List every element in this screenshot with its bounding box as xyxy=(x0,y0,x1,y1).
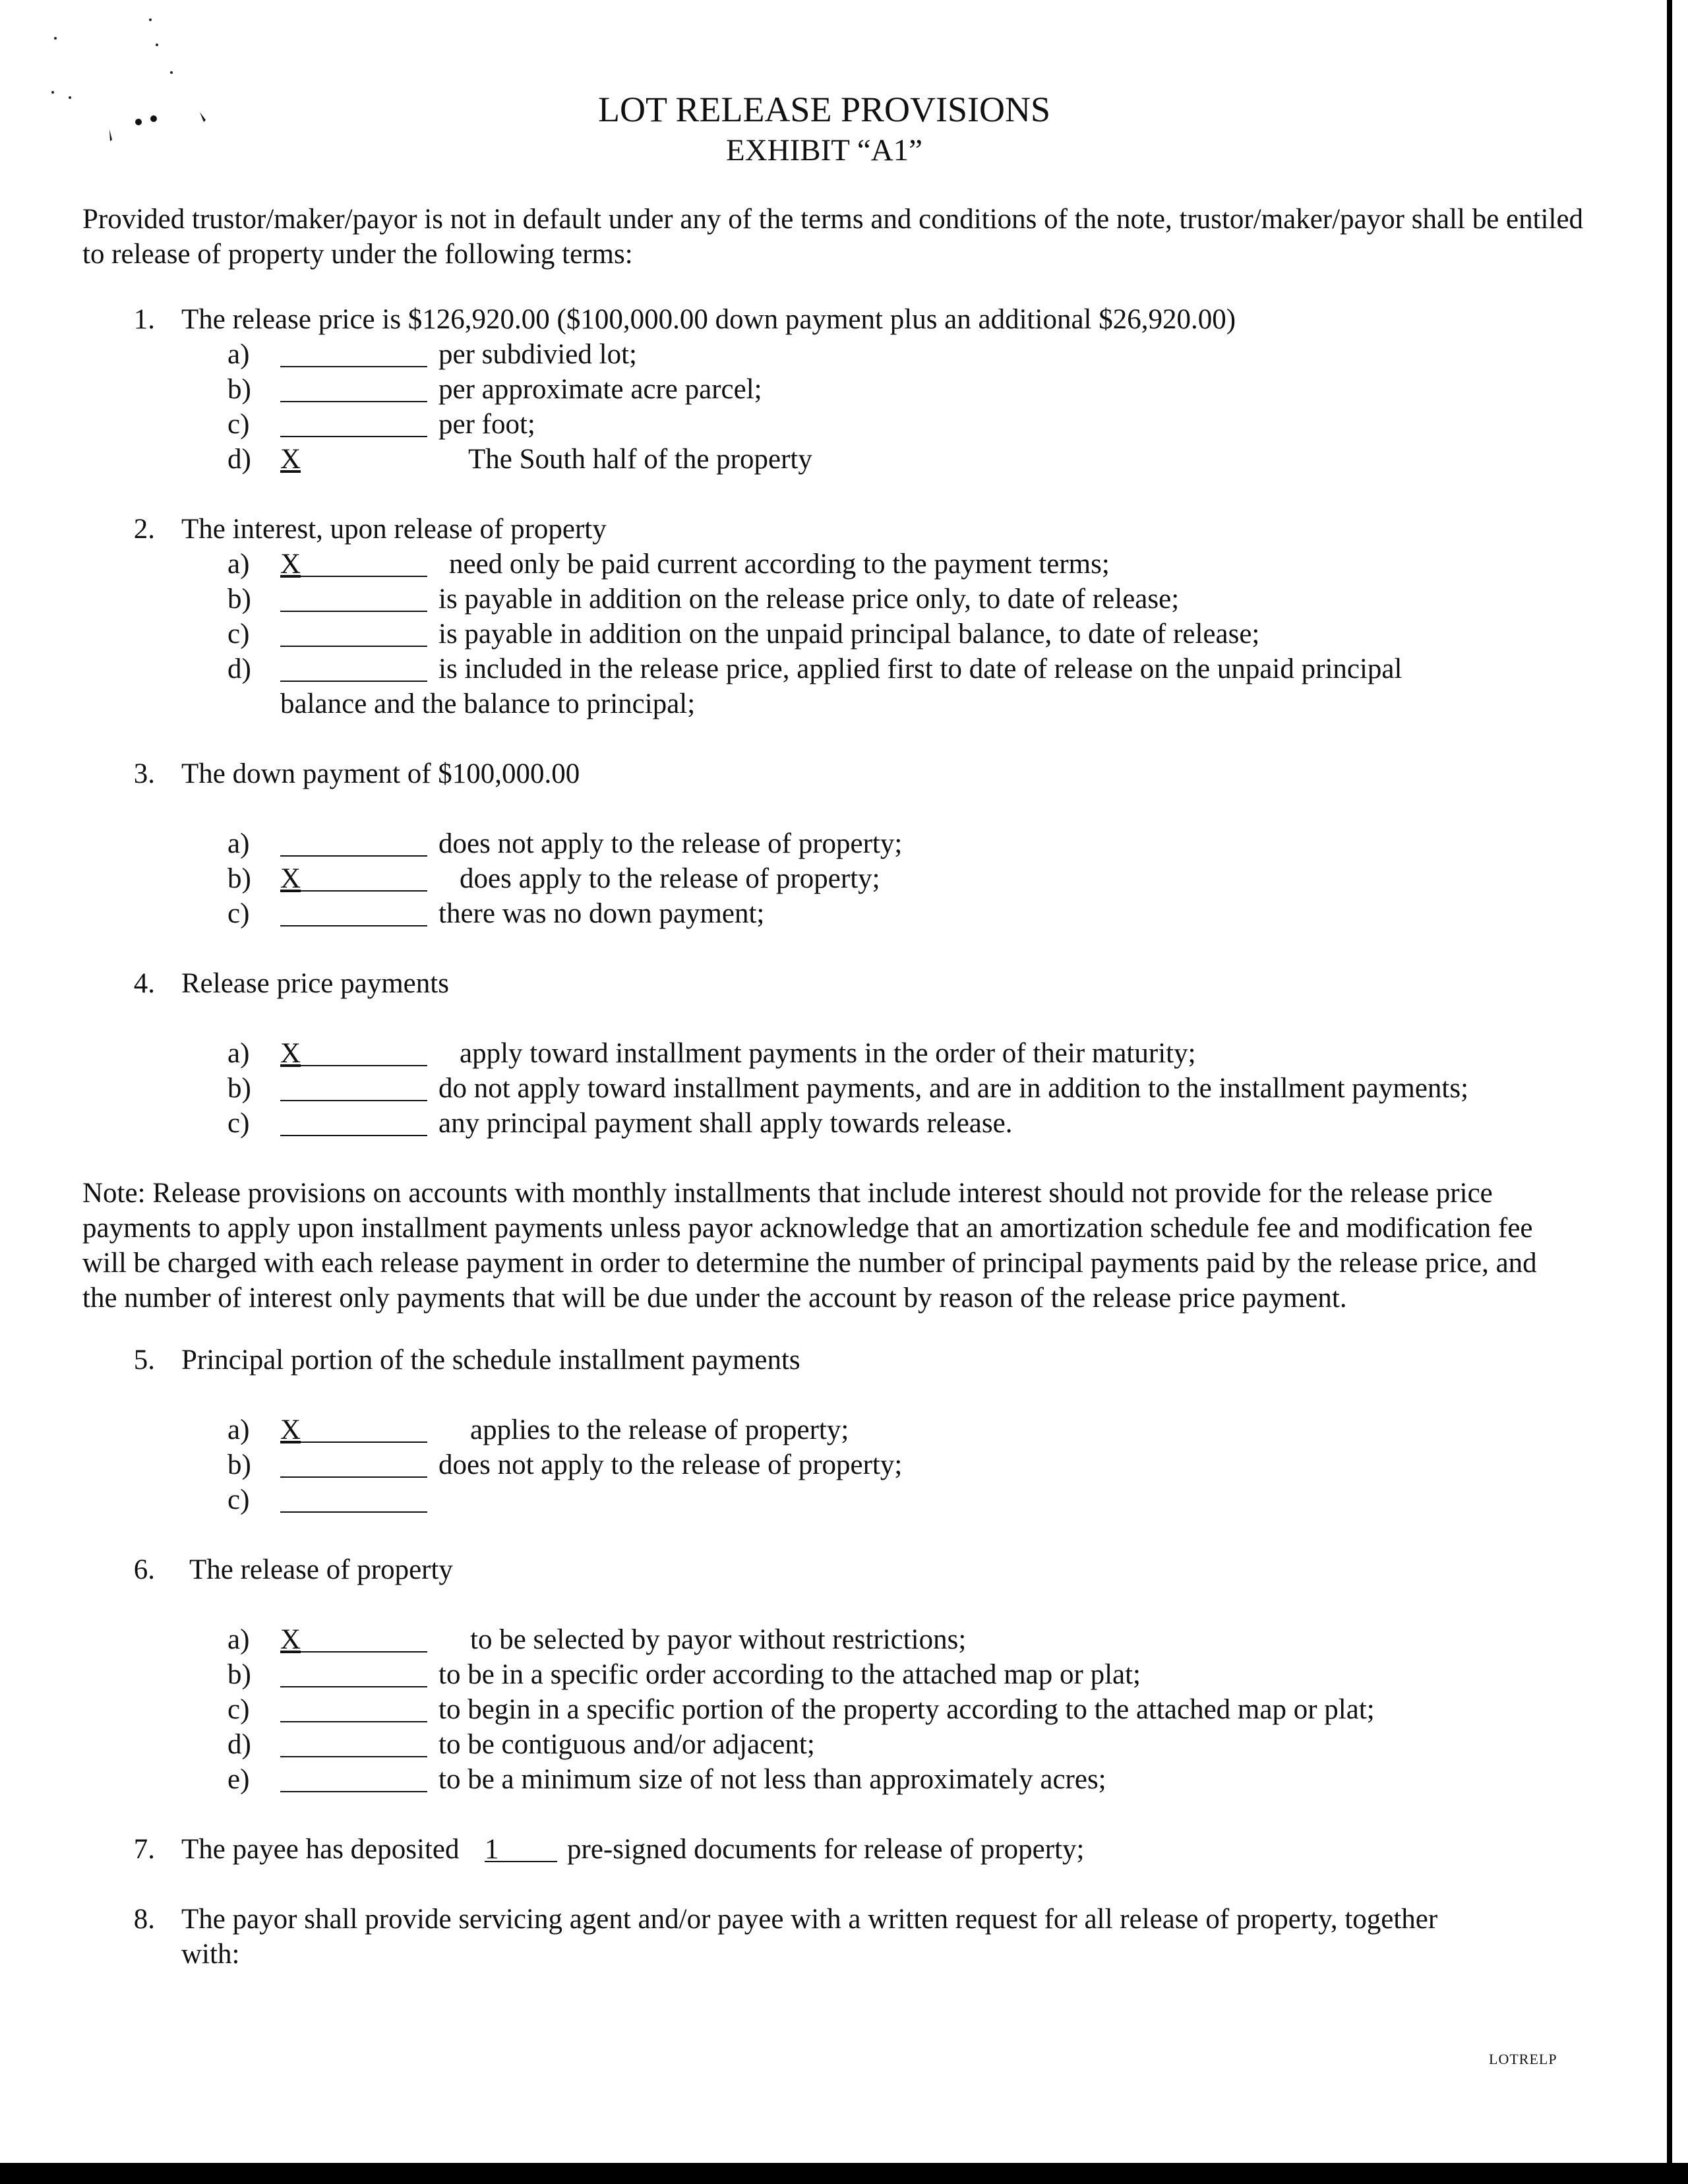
section-number: 7. xyxy=(133,1834,155,1865)
section-text: The payor shall provide servicing agent and/or payee with a written request for all release of property, together xyxy=(181,1904,1438,1935)
blank-line xyxy=(280,826,427,857)
item-text: per foot; xyxy=(438,409,535,440)
document-page: LOT RELEASE PROVISIONS EXHIBIT “A1” Provided trustor/maker/payor is not in default under any of the terms and conditions of the note, trustor/maker/payor shall be entiled to release of property under the following terms: 1. The release price is $126,920.00 ($100,000.00 down payment plus an additional $26,920.00) a) per subdivied lot; b) per approximate acre parcel; c) per foot; d) X The South half of the property 2. The interest, upon release of property a) X need only be paid current according to the payment terms; b) is payable in addition on the release price only, to date of release; c) is payable in addition on the unpaid principal balance, to date of release; d) is included in the release price, applied first to date of release on the unpaid principal balance and the balance to principal; 3. The down payment of $100,000.00 a) does not apply to the release of property; b) X does apply to the release of property; c) there was no down payment; 4. Release price payments a) X apply toward installment payments in the order of their maturity; b) do not apply toward installment payments, and are in addition to the installment payments; c) any principal payment shall apply towards release. Note: Release provisions on accounts with monthly installments that include interest should not provide for the release price payments to apply upon installment payments unless payor acknowledge that an amortization schedule fee and modification fee will be charged with each release payment in order to determine the number of principal payments paid by the release price, and the number of interest only payments that will be due under the account by reason of the release price payment. 5. Principal portion of the schedule installment payments a) X applies to the release of property; b) does not apply to the release of property; c) 6. The release of property a) X to be selected by payor without restrictions; b) to be in a specific order according to the attached map or plat; c) to begin in a specific portion of the property according to the attached map or plat; d) to be contiguous and/or adjacent; e) to be a minimum size of not less than approximately acres; 7. The payee has deposited 1 pre-signed documents for release of property; 8. The payor shall provide servicing agent and/or payee with a written request for all release of property, together with: LOTRELP xyxy=(0,0,1688,2184)
item-text: to be selected by payor without restrictions; xyxy=(470,1624,967,1655)
blank-line xyxy=(280,1762,427,1792)
document-subtitle: EXHIBIT “A1” xyxy=(725,133,923,167)
blank-line xyxy=(280,547,427,577)
footer-code: LOTRELP xyxy=(1489,2051,1557,2067)
item-text: The South half of the property xyxy=(468,444,812,475)
check-mark: X xyxy=(280,863,301,894)
item-label: b) xyxy=(227,1449,251,1480)
item-text: any principal payment shall apply towards release. xyxy=(438,1108,1013,1139)
note-line: will be charged with each release payment in order to determine the number of principal payments paid by the release price, and xyxy=(82,1248,1537,1279)
section-number: 5. xyxy=(133,1345,155,1376)
section-text-after: pre-signed documents for release of property; xyxy=(567,1834,1085,1865)
item-text: apply toward installment payments in the order of their maturity; xyxy=(460,1038,1196,1069)
item-text: does not apply to the release of property; xyxy=(438,1449,903,1480)
blank-line xyxy=(280,1447,427,1478)
item-label: c) xyxy=(227,619,250,650)
item-label: e) xyxy=(227,1764,250,1795)
blank-line xyxy=(280,372,427,402)
item-text: there was no down payment; xyxy=(438,898,765,929)
item-text: is payable in addition on the unpaid principal balance, to date of release; xyxy=(438,619,1260,650)
item-label: a) xyxy=(227,828,250,859)
item-text: is payable in addition on the release price only, to date of release; xyxy=(438,584,1180,615)
note-line: the number of interest only payments that will be due under the account by reason of the release price payment. xyxy=(82,1283,1347,1314)
item-text: to be a minimum size of not less than approximately acres; xyxy=(438,1764,1106,1795)
item-label: c) xyxy=(227,409,250,440)
note-line: Note: Release provisions on accounts with monthly installments that include interest should not provide for the release price xyxy=(82,1178,1493,1209)
item-text: do not apply toward installment payments, and are in addition to the installment payments; xyxy=(438,1073,1469,1104)
item-label: b) xyxy=(227,863,251,894)
blank-line xyxy=(280,1692,427,1722)
item-text: need only be paid current according to the payment terms; xyxy=(449,549,1110,580)
blank-line xyxy=(280,617,427,647)
section-number: 4. xyxy=(133,968,155,999)
item-label: c) xyxy=(227,1484,250,1515)
item-text: applies to the release of property; xyxy=(470,1414,849,1445)
item-label: a) xyxy=(227,1414,250,1445)
blank-line xyxy=(280,1412,427,1443)
scan-right-edge xyxy=(1667,0,1672,2184)
blank-line xyxy=(280,652,427,682)
section-text: Release price payments xyxy=(181,968,449,999)
section-text: The payee has deposited xyxy=(181,1834,460,1865)
blank-line xyxy=(280,1482,427,1513)
scan-bottom-edge xyxy=(0,2163,1688,2184)
blank-line xyxy=(280,337,427,367)
item-label: b) xyxy=(227,374,251,405)
item-label: b) xyxy=(227,1659,251,1690)
blank-line xyxy=(280,1036,427,1066)
section-number: 3. xyxy=(133,758,155,789)
deposit-count: 1 xyxy=(485,1834,499,1865)
section-number: 8. xyxy=(133,1904,155,1935)
item-label: d) xyxy=(227,444,251,475)
blank-line xyxy=(280,1727,427,1757)
blank-line xyxy=(280,582,427,612)
section-number: 2. xyxy=(133,514,155,545)
section-number: 1. xyxy=(133,304,155,335)
item-text: does not apply to the release of property; xyxy=(438,828,903,859)
item-text: per approximate acre parcel; xyxy=(438,374,762,405)
blank-line xyxy=(280,1657,427,1687)
check-mark: X xyxy=(280,444,301,475)
section-text: Principal portion of the schedule installment payments xyxy=(181,1345,800,1376)
check-mark: X xyxy=(280,1624,301,1655)
item-label: d) xyxy=(227,653,251,684)
item-text: to begin in a specific portion of the property according to the attached map or plat; xyxy=(438,1694,1375,1725)
item-label: a) xyxy=(227,1624,250,1655)
note-line: payments to apply upon installment payments unless payor acknowledge that an amortization schedule fee and modification fee xyxy=(82,1213,1533,1244)
section-text: The release of property xyxy=(189,1554,453,1585)
section-number: 6. xyxy=(133,1554,155,1585)
item-label: c) xyxy=(227,1694,250,1725)
item-text: is included in the release price, applied first to date of release on the unpaid principal xyxy=(438,653,1402,684)
blank-line xyxy=(280,1622,427,1653)
item-continuation: balance and the balance to principal; xyxy=(280,688,696,719)
item-label: c) xyxy=(227,1108,250,1139)
item-label: a) xyxy=(227,1038,250,1069)
item-text: does apply to the release of property; xyxy=(460,863,880,894)
check-mark: X xyxy=(280,1414,301,1445)
item-label: a) xyxy=(227,549,250,580)
item-text: to be contiguous and/or adjacent; xyxy=(438,1729,815,1760)
intro-paragraph: Provided trustor/maker/payor is not in default under any of the terms and conditions of the note, trustor/maker/payor shall be entiled to release of property under the following terms: xyxy=(82,204,1584,270)
section-text: The release price is $126,920.00 ($100,000.00 down payment plus an additional $26,920.00) xyxy=(181,304,1236,335)
item-label: a) xyxy=(227,339,250,370)
blank-line xyxy=(280,861,427,892)
item-text: per subdivied lot; xyxy=(438,339,637,370)
blank-line xyxy=(280,1106,427,1136)
blank-line xyxy=(280,407,427,437)
item-label: d) xyxy=(227,1729,251,1760)
check-mark: X xyxy=(280,549,301,580)
blank-line xyxy=(280,1071,427,1101)
section-text: The down payment of $100,000.00 xyxy=(181,758,580,789)
item-label: b) xyxy=(227,1073,251,1104)
check-mark: X xyxy=(280,1038,301,1069)
document-title: LOT RELEASE PROVISIONS xyxy=(597,90,1051,129)
item-label: b) xyxy=(227,584,251,615)
item-label: c) xyxy=(227,898,250,929)
blank-line xyxy=(280,896,427,926)
item-text: to be in a specific order according to the attached map or plat; xyxy=(438,1659,1141,1690)
section-text: The interest, upon release of property xyxy=(181,514,607,545)
